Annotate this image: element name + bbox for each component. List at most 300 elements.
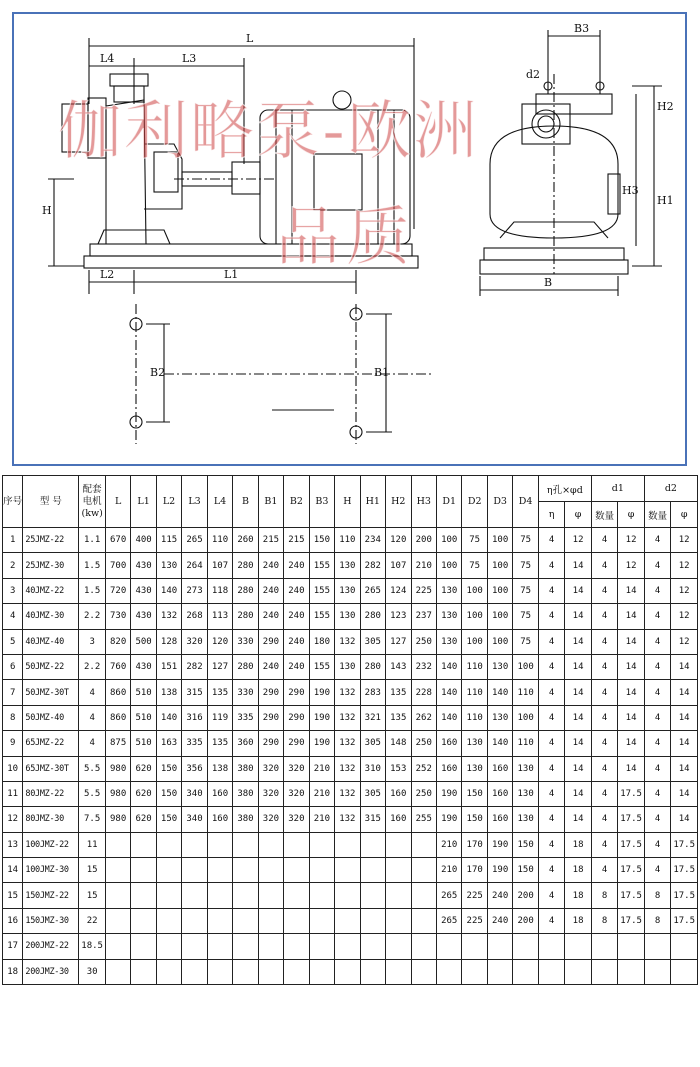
table-cell: 860 [105,680,130,705]
row-model: 150JMZ-22 [23,883,79,908]
table-cell: 17.5 [671,883,698,908]
table-cell: 14 [565,553,592,578]
table-cell: 4 [644,578,670,603]
table-cell: 4 [591,654,617,679]
table-cell: 12 [671,604,698,629]
header-model: 型 号 [23,476,79,528]
table-cell [411,858,436,883]
table-cell: 305 [360,731,385,756]
table-cell: 110 [335,528,360,553]
table-cell [386,883,411,908]
table-cell: 430 [131,654,156,679]
table-cell [131,934,156,959]
table-cell: 4 [644,807,670,832]
table-cell: 240 [284,578,309,603]
table-cell [258,959,283,984]
table-cell: 4 [591,832,617,857]
header-B1: B1 [258,476,283,528]
drawing-frame [12,12,687,466]
header-L1: L1 [131,476,156,528]
table-cell: 510 [131,680,156,705]
table-cell: 130 [335,604,360,629]
table-cell: 190 [309,705,334,730]
table-cell: 11 [79,832,105,857]
table-cell: 210 [309,756,334,781]
table-cell: 75 [513,528,538,553]
table-cell [105,959,130,984]
table-cell [258,858,283,883]
table-cell: 282 [360,553,385,578]
table-cell: 14 [618,629,645,654]
table-cell: 15 [79,883,105,908]
table-cell: 4 [644,781,670,806]
table-row [3,731,698,756]
table-cell: 210 [436,858,461,883]
table-cell: 215 [284,528,309,553]
table-cell: 130 [513,781,538,806]
table-cell: 155 [309,553,334,578]
table-cell: 127 [207,654,232,679]
table-cell: 316 [182,705,207,730]
header-L2: L2 [156,476,181,528]
table-cell: 4 [591,731,617,756]
table-cell: 18 [565,832,592,857]
table-cell: 190 [436,781,461,806]
table-cell: 2.2 [79,654,105,679]
table-cell: 5.5 [79,756,105,781]
table-cell: 760 [105,654,130,679]
table-cell: 315 [360,807,385,832]
table-cell: 280 [360,604,385,629]
label-d2: d2 [526,68,541,81]
table-cell: 75 [513,578,538,603]
table-cell: 140 [436,705,461,730]
table-cell: 150 [156,756,181,781]
table-cell [156,858,181,883]
table-cell [258,832,283,857]
table-cell [284,959,309,984]
header-seq: 序号 [3,476,23,528]
table-cell: 620 [131,781,156,806]
table-cell: 210 [309,781,334,806]
table-cell: 8 [591,908,617,933]
table-cell: 200 [411,528,436,553]
table-cell: 140 [156,705,181,730]
table-cell [565,934,592,959]
table-cell: 14 [618,680,645,705]
table-cell [309,858,334,883]
table-cell [105,858,130,883]
table-cell: 4 [538,705,564,730]
table-cell: 113 [207,604,232,629]
header-d2-phi: φ [671,502,698,528]
table-cell [386,858,411,883]
row-seq: 2 [3,553,23,578]
header-B3: B3 [309,476,334,528]
table-cell: 4 [538,604,564,629]
table-cell: 8 [644,908,670,933]
table-cell: 130 [335,578,360,603]
table-cell: 14 [565,578,592,603]
table-cell [309,908,334,933]
table-cell: 430 [131,578,156,603]
row-model: 50JMZ-30T [23,680,79,705]
table-cell: 4 [538,832,564,857]
row-model: 40JMZ-30 [23,604,79,629]
table-cell [538,934,564,959]
table-cell: 17.5 [618,883,645,908]
table-cell: 115 [156,528,181,553]
table-cell: 14 [671,807,698,832]
table-cell: 4 [644,553,670,578]
table-cell: 190 [436,807,461,832]
table-cell: 100 [462,604,487,629]
table-cell: 132 [335,629,360,654]
table-cell: 150 [309,528,334,553]
table-row [3,908,698,933]
row-model: 150JMZ-30 [23,908,79,933]
table-cell [182,883,207,908]
table-cell: 100 [487,528,512,553]
table-cell: 107 [386,553,411,578]
table-cell: 160 [487,807,512,832]
table-cell: 130 [462,731,487,756]
table-cell [386,908,411,933]
table-cell: 150 [156,781,181,806]
table-cell [182,832,207,857]
table-cell: 262 [411,705,436,730]
row-seq: 4 [3,604,23,629]
table-cell: 160 [436,731,461,756]
table-cell: 123 [386,604,411,629]
table-cell: 4 [644,756,670,781]
table-cell: 280 [233,553,258,578]
table-cell: 14 [565,604,592,629]
table-cell [671,934,698,959]
header-motor: 配套电机(kw) [79,476,105,528]
table-cell: 140 [487,680,512,705]
table-cell: 155 [309,578,334,603]
table-cell: 240 [284,629,309,654]
table-cell: 305 [360,781,385,806]
row-model: 50JMZ-22 [23,654,79,679]
row-seq: 18 [3,959,23,984]
table-cell [156,934,181,959]
label-L1: L1 [224,268,239,281]
table-row [3,680,698,705]
table-cell [335,858,360,883]
table-cell: 4 [591,528,617,553]
table-row [3,528,698,553]
table-cell: 290 [284,705,309,730]
header-L: L [105,476,130,528]
table-cell [644,934,670,959]
table-cell [258,908,283,933]
table-cell [131,908,156,933]
table-cell: 320 [258,781,283,806]
table-cell [565,959,592,984]
row-model: 25JMZ-22 [23,528,79,553]
table-cell: 75 [513,604,538,629]
table-cell: 4 [644,629,670,654]
table-cell: 980 [105,807,130,832]
table-row [3,654,698,679]
table-cell [258,934,283,959]
table-cell: 14 [671,781,698,806]
table-cell: 4 [591,553,617,578]
row-model: 80JMZ-30 [23,807,79,832]
table-cell: 250 [411,731,436,756]
table-cell: 1.5 [79,578,105,603]
table-cell [360,858,385,883]
table-cell: 240 [487,908,512,933]
table-cell: 225 [411,578,436,603]
table-cell [131,832,156,857]
row-model: 65JMZ-30T [23,756,79,781]
table-cell: 380 [233,756,258,781]
table-cell: 4 [644,528,670,553]
table-cell: 700 [105,553,130,578]
table-cell: 12 [618,553,645,578]
table-cell: 14 [618,654,645,679]
table-cell [618,934,645,959]
table-cell: 225 [462,908,487,933]
table-cell [284,908,309,933]
table-cell [182,934,207,959]
table-cell: 130 [436,604,461,629]
table-cell [233,934,258,959]
table-cell: 255 [411,807,436,832]
table-cell [156,959,181,984]
table-cell: 8 [591,883,617,908]
table-cell: 210 [411,553,436,578]
table-cell: 500 [131,629,156,654]
table-cell [258,883,283,908]
table-row [3,883,698,908]
table-cell [386,832,411,857]
table-cell: 260 [233,528,258,553]
header-d1-count: 数量 [591,502,617,528]
table-cell [335,832,360,857]
table-cell: 252 [411,756,436,781]
spec-table [2,475,698,985]
table-cell: 107 [207,553,232,578]
table-cell: 100 [513,705,538,730]
table-cell: 4 [538,731,564,756]
table-cell [360,908,385,933]
table-cell [207,908,232,933]
table-cell: 320 [258,807,283,832]
table-cell: 160 [207,807,232,832]
table-cell: 283 [360,680,385,705]
row-model: 80JMZ-22 [23,781,79,806]
table-cell [233,832,258,857]
table-cell: 17.5 [618,781,645,806]
table-cell [207,832,232,857]
table-cell: 135 [386,705,411,730]
table-cell: 250 [411,781,436,806]
table-cell: 234 [360,528,385,553]
table-cell: 132 [335,756,360,781]
table-row [3,781,698,806]
table-cell: 135 [207,731,232,756]
row-model: 40JMZ-40 [23,629,79,654]
table-cell: 4 [591,629,617,654]
table-cell: 132 [335,680,360,705]
table-cell: 14 [671,705,698,730]
header-row-1 [3,476,698,502]
table-cell: 14 [671,731,698,756]
table-cell: 4 [591,807,617,832]
table-cell: 17.5 [671,832,698,857]
table-cell [360,832,385,857]
row-model: 100JMZ-22 [23,832,79,857]
table-cell: 100 [487,629,512,654]
header-d2-group: d2 [644,476,697,502]
table-cell: 360 [233,731,258,756]
table-cell: 22 [79,908,105,933]
table-cell: 280 [233,654,258,679]
row-model: 200JMZ-30 [23,959,79,984]
table-cell: 150 [462,781,487,806]
table-cell: 18 [565,858,592,883]
table-cell: 190 [487,832,512,857]
table-cell: 320 [182,629,207,654]
table-cell: 14 [565,756,592,781]
table-cell: 860 [105,705,130,730]
table-cell: 130 [513,756,538,781]
label-B1: B1 [374,366,390,379]
table-cell: 282 [182,654,207,679]
table-cell: 4 [538,528,564,553]
table-cell [513,934,538,959]
table-cell: 12 [671,553,698,578]
table-cell [411,934,436,959]
table-cell [671,959,698,984]
table-cell: 14 [565,654,592,679]
table-cell: 110 [513,680,538,705]
table-cell: 140 [436,680,461,705]
table-cell: 620 [131,807,156,832]
header-holes-phi: φ [565,502,592,528]
table-cell [309,883,334,908]
table-cell: 290 [284,731,309,756]
table-cell: 160 [386,781,411,806]
table-cell: 980 [105,756,130,781]
table-row [3,604,698,629]
table-cell: 240 [258,578,283,603]
table-cell [284,858,309,883]
table-cell: 160 [487,756,512,781]
table-cell: 268 [182,604,207,629]
row-seq: 6 [3,654,23,679]
row-seq: 9 [3,731,23,756]
table-cell: 290 [258,705,283,730]
label-B3: B3 [574,22,590,35]
row-seq: 15 [3,883,23,908]
table-cell: 12 [565,528,592,553]
table-cell: 17.5 [618,858,645,883]
table-cell: 820 [105,629,130,654]
table-cell [360,883,385,908]
table-cell: 170 [462,832,487,857]
header-holes-group: η孔×φd [538,476,591,502]
header-L3: L3 [182,476,207,528]
table-cell: 4 [644,654,670,679]
table-cell: 138 [156,680,181,705]
table-cell: 4 [591,781,617,806]
label-L: L [246,32,254,45]
table-cell: 400 [131,528,156,553]
table-cell [131,959,156,984]
label-H: H [42,204,52,217]
table-cell: 100 [436,553,461,578]
table-cell: 290 [258,629,283,654]
table-cell: 4 [591,680,617,705]
label-H2: H2 [657,100,674,113]
table-cell: 151 [156,654,181,679]
table-cell [386,934,411,959]
table-cell: 30 [79,959,105,984]
row-seq: 12 [3,807,23,832]
table-cell: 240 [487,883,512,908]
table-cell: 100 [487,578,512,603]
table-cell: 430 [131,604,156,629]
header-H2: H2 [386,476,411,528]
table-cell: 143 [386,654,411,679]
table-cell: 12 [671,528,698,553]
table-cell: 100 [462,629,487,654]
table-cell: 130 [487,705,512,730]
table-cell [411,883,436,908]
table-cell: 290 [284,680,309,705]
table-cell: 180 [309,629,334,654]
table-cell: 4 [538,578,564,603]
table-cell: 14 [618,756,645,781]
table-cell: 100 [436,528,461,553]
table-cell: 320 [258,756,283,781]
table-cell: 150 [513,832,538,857]
table-cell: 110 [513,731,538,756]
table-row [3,553,698,578]
table-cell: 4 [538,908,564,933]
table-cell: 130 [513,807,538,832]
table-cell [182,908,207,933]
table-cell: 380 [233,807,258,832]
table-cell: 14 [565,629,592,654]
table-cell: 119 [207,705,232,730]
table-cell: 240 [284,654,309,679]
table-cell: 330 [233,680,258,705]
table-cell: 4 [538,680,564,705]
header-holes-eta: η [538,502,564,528]
table-cell: 670 [105,528,130,553]
table-cell: 228 [411,680,436,705]
table-cell [411,832,436,857]
table-cell: 4 [644,731,670,756]
table-row [3,578,698,603]
table-cell: 265 [182,528,207,553]
table-cell: 14 [565,731,592,756]
spec-table-body [3,528,698,985]
table-cell: 130 [436,629,461,654]
table-cell: 138 [207,756,232,781]
watermark-line-2: 品质 [276,201,416,275]
table-cell: 190 [309,680,334,705]
table-cell: 14 [618,578,645,603]
table-cell: 155 [309,604,334,629]
table-cell: 100 [462,578,487,603]
